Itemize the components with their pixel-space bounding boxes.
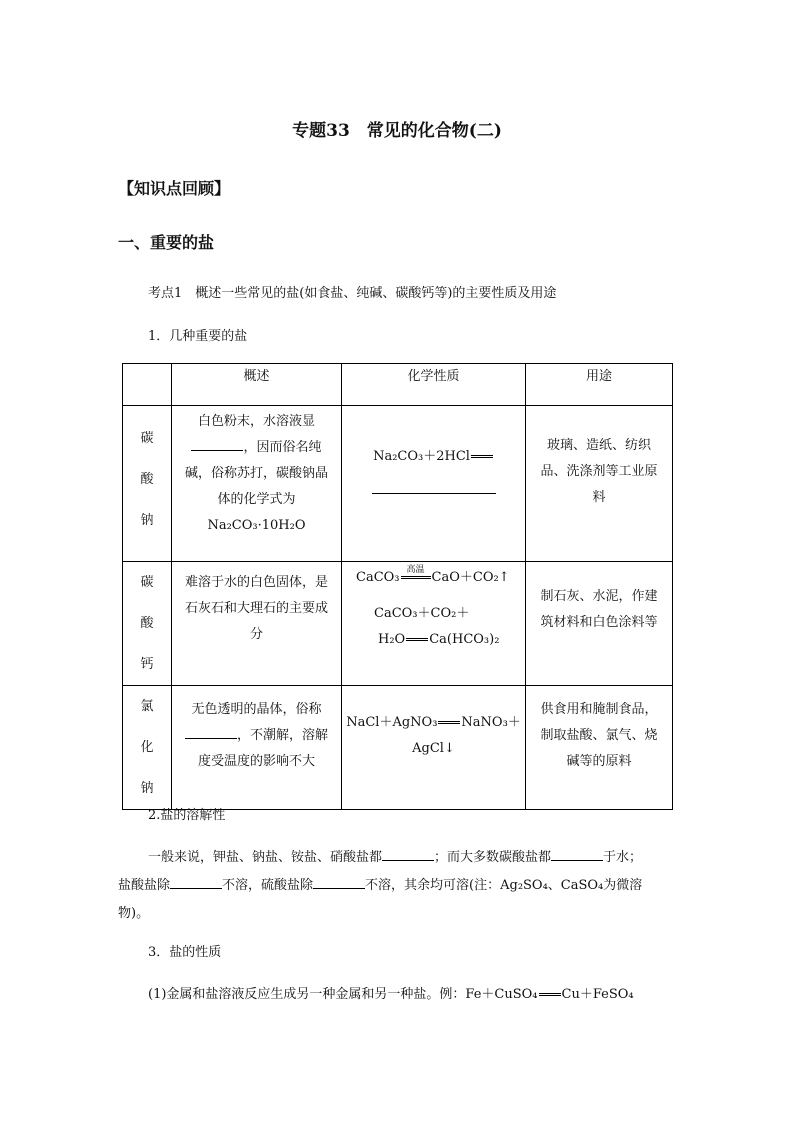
equals-sign — [401, 565, 431, 579]
review-heading: 【知识点回顾】 — [118, 179, 231, 198]
equals-sign — [438, 721, 460, 724]
table-row — [123, 406, 673, 562]
table-row — [123, 686, 673, 810]
sodium-chloride-overview: 无色透明的晶体，俗称 ，不潮解，溶解 度受温度的影响不大 — [172, 686, 342, 810]
calcium-carbonate-uses: 制石灰、水泥，作建 筑材料和白色涂料等 — [526, 562, 673, 686]
solubility-paragraph: 一般来说，钾盐、钠盐、铵盐、硝酸盐都 ；而大多数碳酸盐都 于水； 盐酸盐除 不溶，硫酸盐除 不溶，其余均可溶(注：Ag₂SO₄、CaSO₄为微溶 物)。 — [118, 844, 678, 928]
subheading-salt-properties: 3．盐的性质 — [148, 945, 222, 960]
sodium-carbonate-uses: 玻璃、造纸、纺织 品、洗涤剂等工业原 料 — [526, 406, 673, 562]
header-empty-cell — [123, 364, 172, 406]
calcium-carbonate-reactions: CaCO₃ 高温 CaO＋CO₂↑ CaCO₃＋CO₂＋ H₂O Ca(HCO₃)₂ — [342, 562, 526, 686]
answer-blank[interactable] — [185, 724, 237, 739]
kaodian-text: 考点1 概述一些常见的盐(如食盐、纯碱、碳酸钙等)的主要性质及用途 — [148, 286, 557, 301]
answer-blank[interactable] — [372, 479, 496, 494]
equals-sign — [539, 993, 561, 996]
sodium-chloride-reaction: NaCl＋AgNO₃ NaNO₃＋ AgCl↓ — [342, 686, 526, 810]
equals-sign — [406, 638, 428, 641]
sodium-carbonate-overview: 白色粉末，水溶液显 ，因而俗名纯 碱，俗称苏打，碳酸钠晶 体的化学式为 Na₂CO₃·10H₂O — [172, 406, 342, 562]
section-heading: 一、重要的盐 — [118, 233, 215, 252]
answer-blank[interactable] — [191, 436, 243, 451]
table-header-row — [123, 364, 673, 406]
condition-label: 高温 — [406, 565, 425, 575]
row-name-sodium-carbonate: 碳 酸 钠 — [123, 406, 172, 562]
answer-blank[interactable] — [382, 846, 434, 861]
page-title: 专题33 常见的化合物(二) — [292, 121, 502, 141]
header-overview: 概述 — [172, 364, 342, 406]
answer-blank[interactable] — [170, 874, 222, 889]
answer-blank[interactable] — [551, 846, 603, 861]
salt-property-1: (1)金属和盐溶液反应生成另一种金属和另一种盐。例：Fe＋CuSO₄ Cu＋FeSO₄ — [148, 987, 634, 1002]
table-row — [123, 562, 673, 686]
sodium-carbonate-reaction: Na₂CO₃＋2HCl — [342, 406, 526, 562]
subheading-solubility: 2.盐的溶解性 — [148, 808, 226, 823]
header-uses: 用途 — [526, 364, 673, 406]
header-chemical-properties: 化学性质 — [342, 364, 526, 406]
row-name-sodium-chloride: 氯 化 钠 — [123, 686, 172, 810]
sodium-chloride-uses: 供食用和腌制食品， 制取盐酸、氯气、烧 碱等的原料 — [526, 686, 673, 810]
subheading-salts: 1．几种重要的盐 — [148, 329, 248, 344]
salts-table — [122, 363, 673, 810]
row-name-calcium-carbonate: 碳 酸 钙 — [123, 562, 172, 686]
equals-sign — [471, 455, 493, 458]
calcium-carbonate-overview: 难溶于水的白色固体，是 石灰石和大理石的主要成 分 — [172, 562, 342, 686]
answer-blank[interactable] — [313, 874, 365, 889]
